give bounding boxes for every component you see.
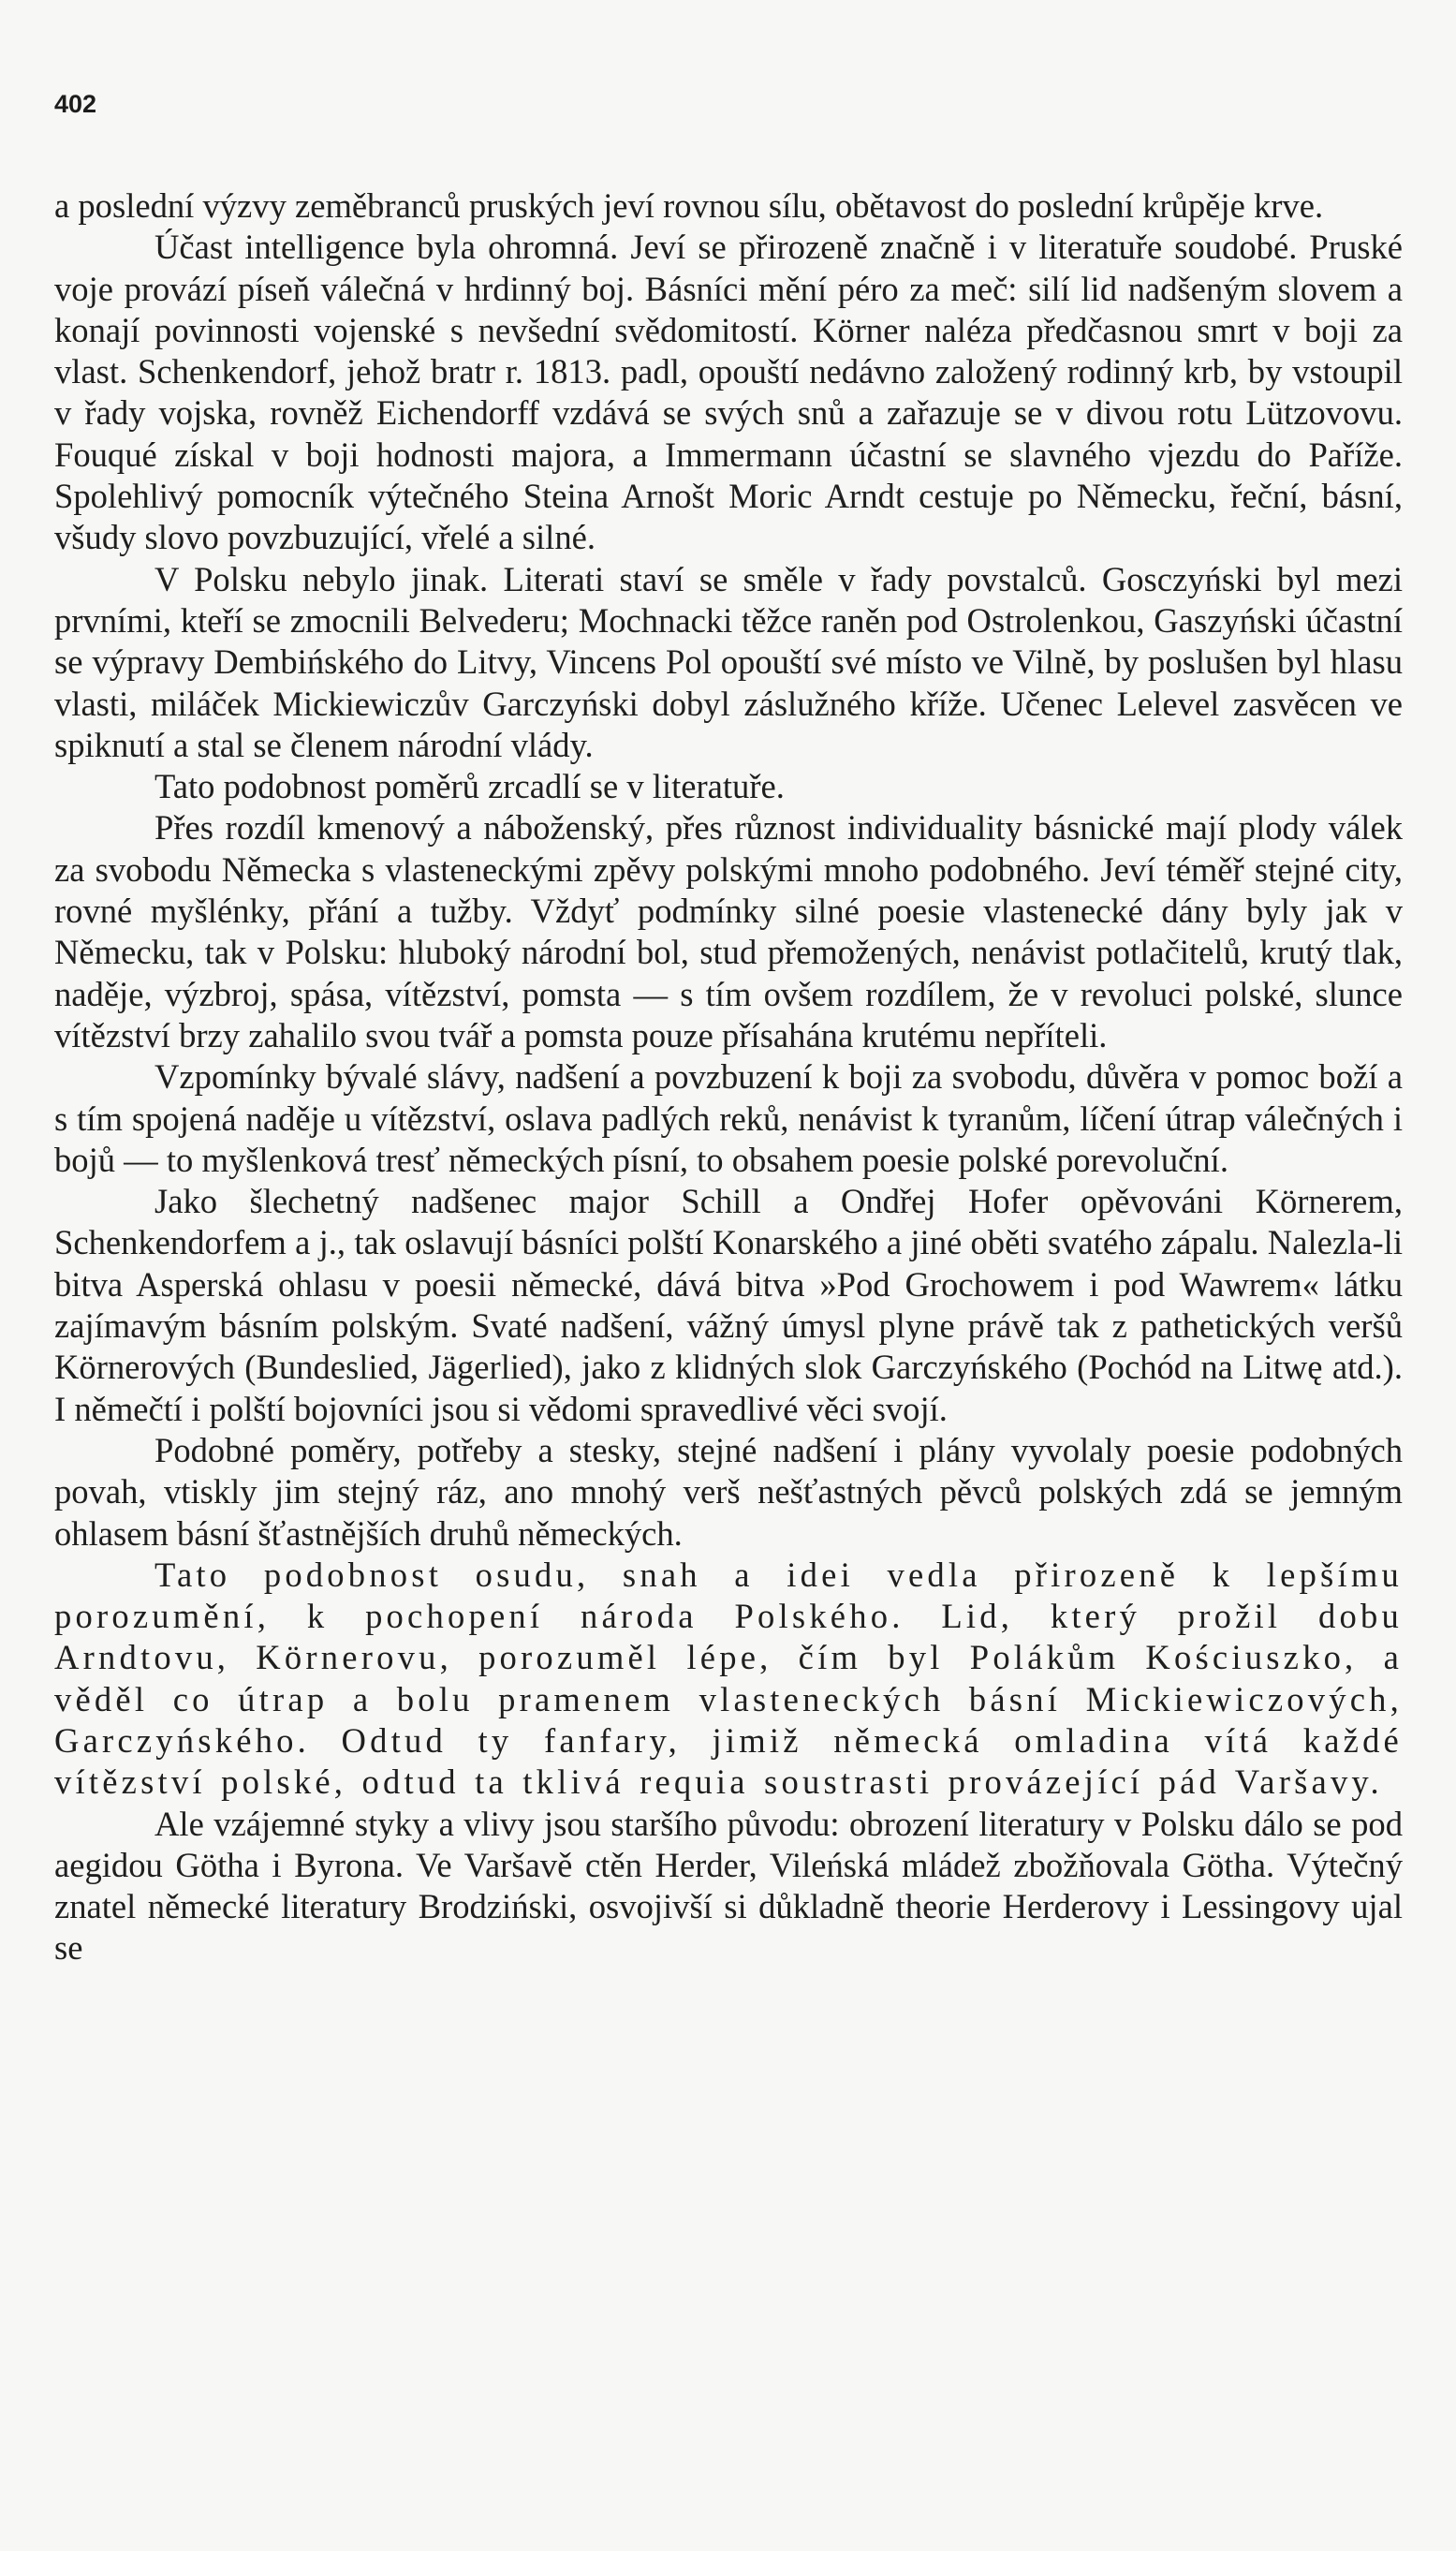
paragraph: Ale vzájemné styky a vlivy jsou staršího původu: obrození literatury v Polsku dálo se pod aegidou Götha i Byrona. Ve Varšavě ctěn Herder, Vileńská mládež zbožňovala Götha. Výtečný znatel německé literatury Brodziński, osvojivší si důkladně theorie Herderovy i Lessingovy ujal se: [54, 1804, 1403, 1968]
page-number: 402: [54, 90, 97, 118]
paragraph: Tato podobnost osudu, snah a idei vedla přirozeně k lepšímu porozumění, k pochopení národa Polského. Lid, který prožil dobu Arndtovu, Körnerovu, porozuměl lépe, čím byl Polákům Kościuszko, a věděl co útrap a bolu pramenem vlasteneckých básní Mickiewiczových, Garczyńského. Odtud ty fanfary, jimiž německá omladina vítá každé vítězství polské, odtud ta tklivá requia soustrasti provázející pád Varšavy.: [54, 1555, 1403, 1802]
paragraph: Jako šlechetný nadšenec major Schill a Ondřej Hofer opěvováni Körnerem, Schenkendorfem a j., tak oslavují básníci polští Konarského a jiné oběti svatého zápalu. Nalezla-li bitva Asperská ohlasu v poesii německé, dává bitva »Pod Grochowem i pod Wawrem« látku zajímavým básním polským. Svaté nadšení, vážný úmysl plyne právě tak z pathetických veršů Körnerových (Bundeslied, Jägerlied), jako z klidných slok Garczyńského (Pochód na Litwę atd.). I němečtí i polští bojovníci jsou si vědomi spravedlivé věci svojí.: [54, 1182, 1403, 1428]
paragraph: Přes rozdíl kmenový a náboženský, přes různost individuality básnické mají plody válek za svobodu Německa s vlasteneckými zpěvy polskými mnoho podobného. Jeví téměř stejné city, rovné myšlénky, přání a tužby. Vždyť podmínky silné poesie vlastenecké dány byly jak v Německu, tak v Polsku: hluboký národní bol, stud přemožených, nenávist potlačitelů, krutý tlak, naděje, výzbroj, spása, vítězství, pomsta — s tím ovšem rozdílem, že v revoluci polské, slunce vítězství brzy zahalilo svou tvář a pomsta pouze přísahána krutému nepříteli.: [54, 808, 1403, 1054]
paragraph: Účast intelligence byla ohromná. Jeví se přirozeně značně i v literatuře soudobé. Pruské voje provází píseň válečná v hrdinný boj. Básníci mění péro za meč: silí lid nadšeným slovem a konají povinnosti vojenské s nevšední svědomitostí. Körner naléza předčasnou smrt v boji za vlast. Schenkendorf, jehož bratr r. 1813. padl, opouští nedávno založený rodinný krb, by vstoupil v řady vojska, rovněž Eichendorff vzdává se svých snů a zařazuje se v divou rotu Lützovovu. Fouqué získal v boji hodnosti majora, a Immermann účastní se slavného vjezdu do Paříže. Spolehlivý pomocník výtečného Steina Arnošt Moric Arndt cestuje po Německu, řeční, básní, všudy slovo povzbuzující, vřelé a silné.: [54, 228, 1403, 557]
paragraph: Tato podobnost poměrů zrcadlí se v literatuře.: [154, 767, 785, 806]
paragraph: Vzpomínky bývalé slávy, nadšení a povzbuzení k boji za svobodu, důvěra v pomoc boží a s tím spojená naděje u vítězství, oslava padlých reků, nenávist k tyranům, líčení útrap válečných i bojů — to myšlenková tresť německých písní, to obsahem poesie polské porevoluční.: [54, 1057, 1403, 1179]
body-text: [54, 185, 1403, 1969]
paragraph: a poslední výzvy zeměbranců pruských jeví rovnou sílu, obětavost do poslední krůpěje krve.: [54, 186, 1324, 225]
paragraph: Podobné poměry, potřeby a stesky, stejné nadšení i plány vyvolaly poesie podobných povah, vtiskly jim stejný ráz, ano mnohý verš nešťastných pěvců polských zdá se jemným ohlasem básní šťastnějších druhů německých.: [54, 1430, 1403, 1553]
paragraph: V Polsku nebylo jinak. Literati staví se směle v řady povstalců. Gosczyński byl mezi prvními, kteří se zmocnili Belvederu; Mochnacki těžce raněn pod Ostrolenkou, Gaszyński účastní se výpravy Dembińského do Litvy, Vincens Pol opouští své místo ve Vilně, by poslušen byl hlasu vlasti, miláček Mickiewiczův Garczyński dobyl záslužného kříže. Učenec Lelevel zasvěcen ve spiknutí a stal se členem národní vlády.: [54, 559, 1403, 764]
